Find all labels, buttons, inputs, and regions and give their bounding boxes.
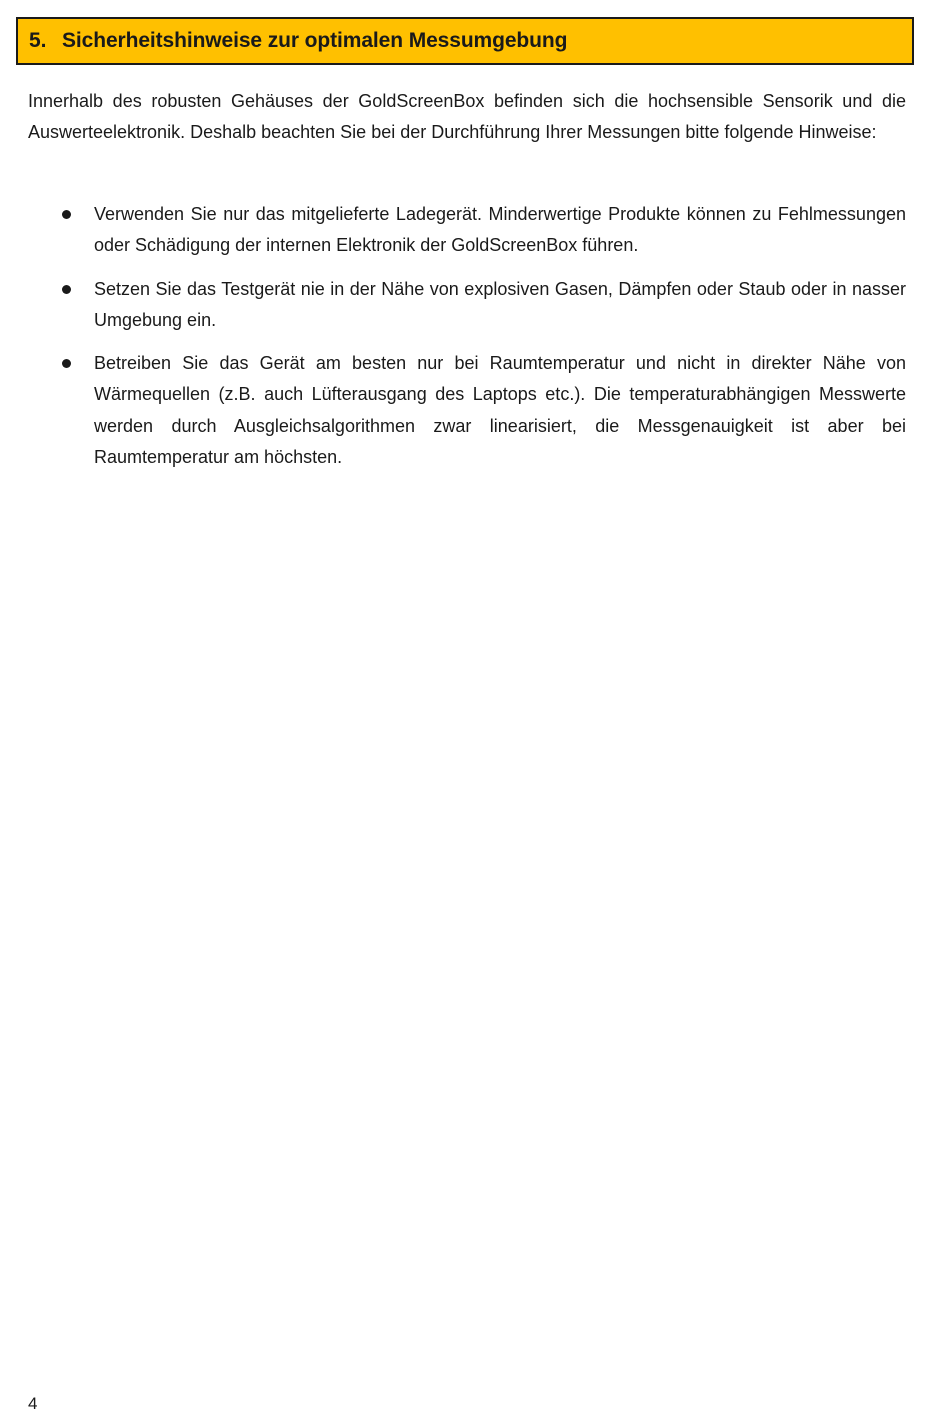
safety-notes-list — [0, 199, 950, 485]
page-number: 4 — [28, 1394, 38, 1413]
list-item — [0, 348, 906, 473]
list-item-text: Betreiben Sie das Gerät am besten nur bei Raumtemperatur und nicht in direkter Nähe von Wärmequellen (z.B. auch Lüfterausgang des Laptops etc.). Die temperaturabhängigen Messwerte werden durch Ausgleichsalgorithmen zwar linearisiert, die Messgenauigkeit ist aber bei Raumtemperatur am höchsten. — [94, 353, 906, 468]
list-item — [0, 274, 906, 337]
list-item-text: Setzen Sie das Testgerät nie in der Nähe von explosiven Gasen, Dämpfen oder Staub oder in nasser Umgebung ein. — [94, 278, 906, 330]
bullet-icon — [62, 285, 71, 294]
bullet-icon — [62, 210, 71, 219]
list-item-text: Verwenden Sie nur das mitgelieferte Ladegerät. Minderwertige Produkte können zu Fehlmessungen oder Schädigung der internen Elektronik der GoldScreenBox führen. — [94, 204, 906, 256]
section-heading — [16, 17, 914, 65]
section-number: 5. — [29, 29, 47, 52]
intro-paragraph: Innerhalb des robusten Gehäuses der GoldScreenBox befinden sich die hochsensible Sensorik und die Auswerteelektronik. Deshalb beachten Sie bei der Durchführung Ihrer Messungen bitte folgende Hinweise: — [28, 91, 906, 143]
section-title: Sicherheitshinweise zur optimalen Messumgebung — [62, 29, 568, 52]
list-item — [0, 199, 906, 262]
bullet-icon — [62, 359, 71, 368]
